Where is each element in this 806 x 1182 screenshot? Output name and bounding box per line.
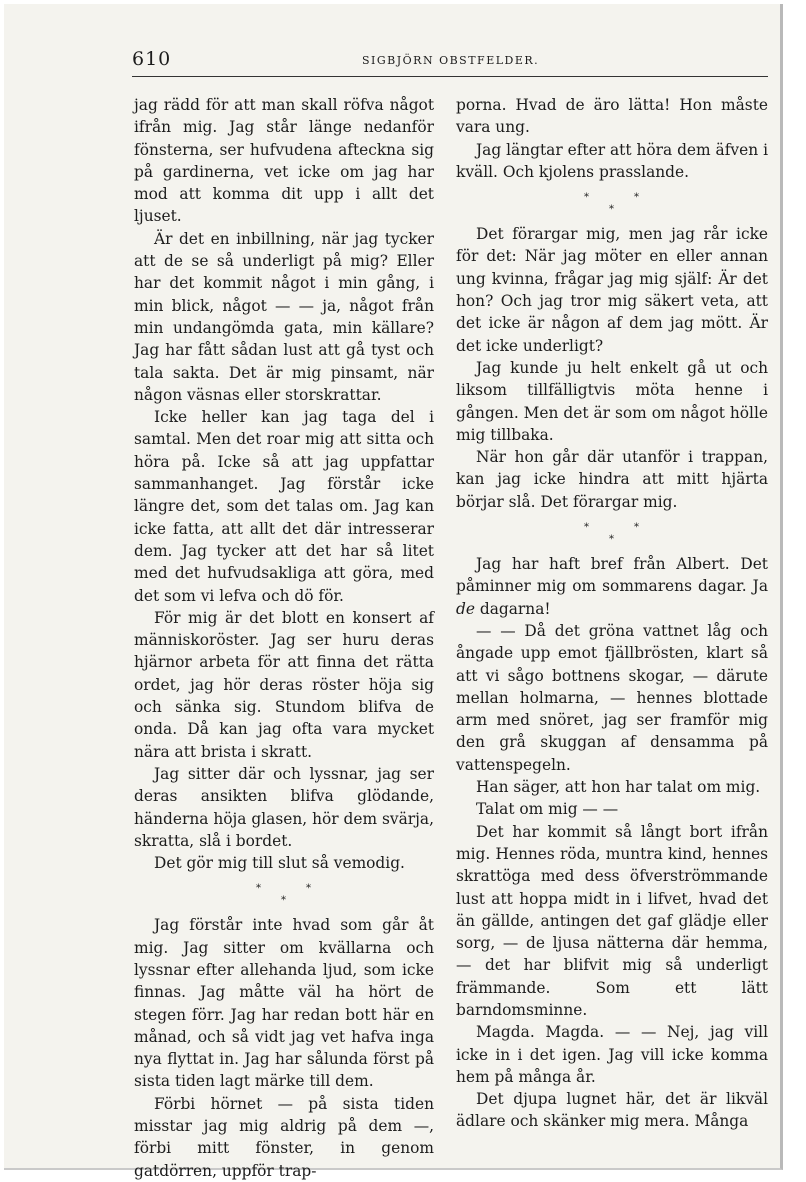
paragraph-text: Jag har haft bref från Albert. Det påminner mig om sommarens dagar. Ja — [456, 555, 768, 596]
paragraph: Det djupa lugnet här, det är likväl ädlare och skänker mig mera. Många — [456, 1090, 768, 1131]
left-column — [134, 94, 434, 1182]
paragraph: Jag kunde ju helt enkelt gå ut och liksom tillfälligtvis möta henne i gången. Men det är som om något hölle mig tillbaka. — [456, 358, 768, 444]
paragraph: jag rädd för att man skall röfva något ifrån mig. Jag står länge nedanför fönsterna, ser hufvudena afteckna sig på gardinerna, vet icke om jag har mod att komma dit upp i allt det ljuset. — [134, 96, 434, 226]
book-page — [4, 4, 783, 1180]
asterisk: * — [609, 204, 614, 216]
paragraph: Det har kommit så långt bort ifrån mig. Hennes röda, muntra kind, hennes skrattöga med dess öfverströmmande lust att hoppa midt in i lifvet, hvad det än gällde, antingen det gaf glädje eller sorg, — de ljusa nätterna där hemma, — det har blifvit mig så underligt främmande. Som ett lätt barndomsminne. — [456, 822, 768, 1019]
section-break — [134, 874, 434, 914]
paragraph: Är det en inbillning, när jag tycker att de se så underligt på mig? Eller har det kommit något i min gång, i min blick, något — — ja, något från min undangömda gata, min källare? Jag har fått sådan lust att gå tyst och tala sakta. Det är mig pinsamt, när någon väsnas eller storskrattar. — [134, 229, 434, 404]
paragraph: Icke heller kan jag taga del i samtal. Men det roar mig att sitta och höra på. Icke så att jag uppfattar sammanhanget. Jag förstår icke längre det, som det talas om. Jag kan icke fatta, att allt det där intresserar dem. Jag tycker att det har så litet med det hufvudsakliga att göra, med det som vi lefva och dö för. — [134, 408, 434, 605]
running-title: SIGBJÖRN OBSTFELDER. — [362, 54, 540, 67]
paragraph: Förbi hörnet — på sista tiden misstar jag mig aldrig på dem —, förbi mitt fönster, in genom gatdörren, uppför trap- — [134, 1094, 434, 1180]
paragraph: När hon går där utanför i trappan, kan jag icke hindra att mitt hjärta börjar slå. Det förargar mig. — [456, 448, 768, 511]
paragraph: För mig är det blott en konsert af människoröster. Jag ser huru deras hjärnor arbeta för att finna det rätta ordet, jag hör deras röster höja sig och sänka sig. Stundom blifva de onda. Då kan jag ofta vara mycket nära att brista i skratt. — [134, 608, 434, 761]
right-column — [456, 94, 768, 1133]
paragraph: — — Då det gröna vattnet låg och ångade upp emot fjällbrösten, klart så att vi sågo bottnens skogar, — därute mellan holmarna, — hennes blottade arm med snöret, jag ser framför mig den grå skuggan af densamma på vattenspegeln. — [456, 621, 768, 774]
page-number: 610 — [132, 48, 172, 70]
asterisk: * — [634, 192, 639, 204]
asterisk: * — [584, 522, 589, 534]
asterisk: * — [256, 883, 261, 895]
paragraph: Magda. Magda. — — Nej, jag vill icke in i det igen. Jag vill icke komma hem på många år. — [456, 1023, 768, 1086]
asterisk: * — [281, 895, 286, 907]
paragraph — [456, 553, 768, 620]
asterisk: * — [609, 534, 614, 546]
paragraph: Jag sitter där och lyssnar, jag ser deras ansikten blifva glödande, händerna höja glasen, hör dem svärja, skratta, slå i bordet. — [134, 764, 434, 850]
paragraph: Han säger, att hon har talat om mig. — [476, 778, 761, 797]
paragraph: Det gör mig till slut så vemodig. — [154, 854, 405, 873]
asterisk: * — [584, 192, 589, 204]
paragraph-text: dagarna! — [479, 599, 551, 618]
paragraph: Jag längtar efter att höra dem äfven i kväll. Och kjolens prasslande. — [456, 140, 768, 181]
page-header — [132, 48, 746, 76]
paragraph: Det förargar mig, men jag rår icke för det: När jag möter en eller annan ung kvinna, frågar jag mig själf: Är det hon? Och jag tror mig säkert veta, att det icke är någon af dem jag mött. Är det icke underligt? — [456, 225, 768, 355]
section-break — [456, 183, 768, 223]
asterisk: * — [306, 883, 311, 895]
asterisk: * — [634, 522, 639, 534]
paragraph: Jag förstår inte hvad som går åt mig. Jag sitter om kvällarna och lyssnar efter allehanda ljud, som icke finnas. Jag måtte väl ha hört de stegen förr. Jag har redan bott här en månad, och så vidt jag vet hafva inga nya flyttat in. Jag har sålunda först på sista tiden lagt märke till dem. — [134, 916, 434, 1091]
paragraph: Talat om mig — — — [476, 800, 619, 819]
section-break — [456, 513, 768, 553]
header-rule — [132, 76, 768, 77]
emphasized-word: de — [456, 599, 475, 618]
paragraph: porna. Hvad de äro lätta! Hon måste vara ung. — [456, 96, 768, 137]
